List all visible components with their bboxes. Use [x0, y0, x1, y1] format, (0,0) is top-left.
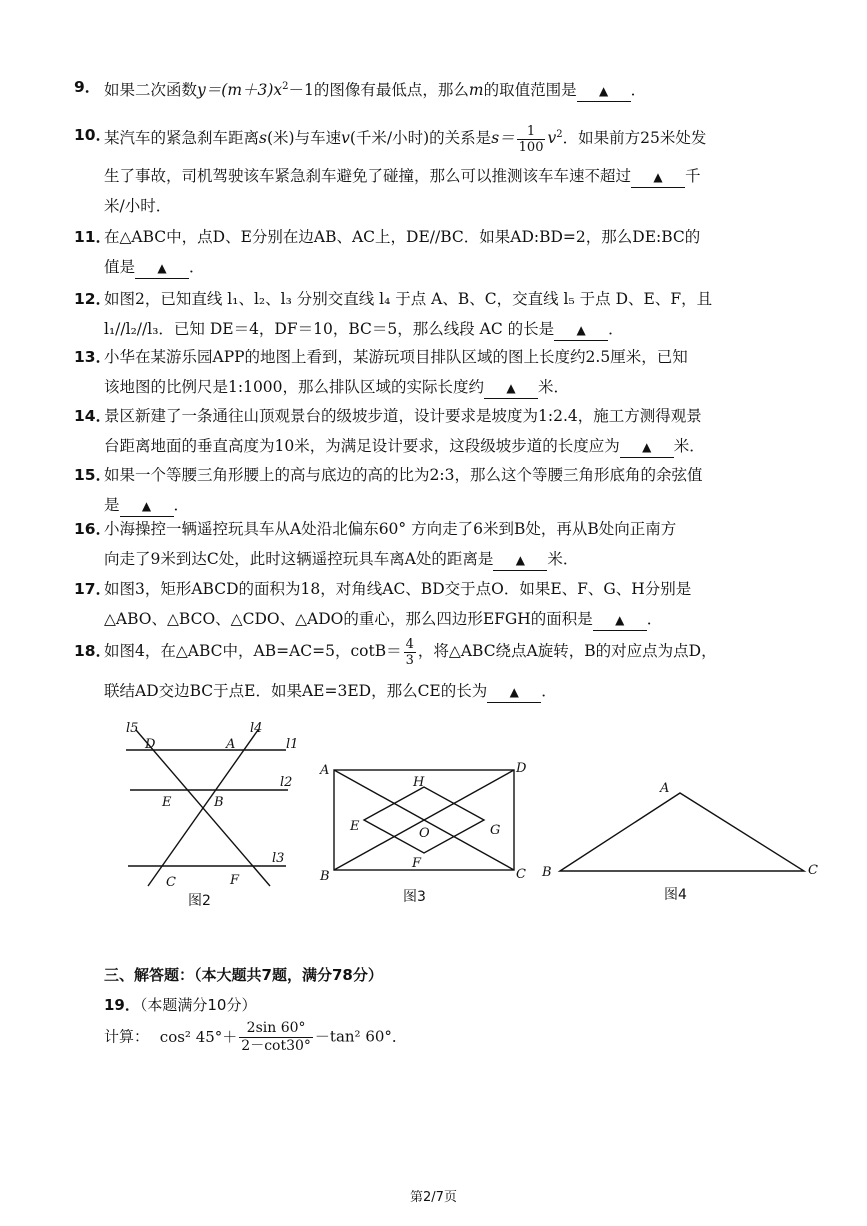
- figure-4-caption: 图4: [664, 887, 687, 903]
- label-A: A: [226, 737, 236, 752]
- label-l5: l5: [126, 721, 139, 736]
- answer-blank[interactable]: ▲: [135, 257, 189, 279]
- section-title: 三、解答题：（本大题共7题，满分78分）: [104, 966, 383, 984]
- label-l3: l3: [272, 851, 285, 866]
- question-number: 10．: [74, 126, 112, 144]
- label-l4: l4: [250, 721, 263, 736]
- label-B: B: [214, 795, 224, 810]
- label-l2: l2: [280, 775, 293, 790]
- answer-blank[interactable]: ▲: [484, 377, 538, 399]
- question-12: 12． 如图2，已知直线 l₁、l₂、l₃ 分别交直线 l₄ 于点 A、B、C，交直线 l₅ 于点 D、E、F，且 l₁//l₂//l₃．已知 DE＝4，DF＝10，BC＝5，那么线段 AC 的长是 ▲ ．: [104, 284, 794, 344]
- answer-blank[interactable]: ▲: [487, 681, 541, 703]
- answer-blank[interactable]: ▲: [620, 436, 674, 458]
- label-C: C: [166, 875, 176, 890]
- page-number: 第2/7页: [410, 1190, 457, 1205]
- question-text: －1的图像有最低点，那么: [288, 81, 469, 100]
- exponent: 2: [282, 81, 289, 92]
- label-E: E: [162, 795, 172, 810]
- question-9: 9． 如果二次函数$y=(m+3)x^2-1$的图像有最低点，那么m的取值范围是 ▲ ．: [104, 72, 794, 105]
- label-E: E: [350, 819, 360, 834]
- variable: m: [468, 81, 484, 100]
- label-B: B: [320, 869, 330, 884]
- label-D: D: [516, 761, 527, 776]
- label-H: H: [413, 775, 425, 790]
- question-text: 如果二次函数: [104, 81, 198, 100]
- figure-2-caption: 图2: [188, 893, 211, 909]
- figure-3: [316, 758, 536, 884]
- question-16: 16． 小海操控一辆遥控玩具车从A处沿北偏东60° 方向走了6米到B处，再从B处向正南方 向走了9米到达C处，此时这辆遥控玩具车离A处的距离是 ▲ 米．: [104, 514, 794, 574]
- question-10: 10． 某汽车的紧急刹车距离s(米)与车速v(千米/小时)的关系是s＝ $\frac{1}{100}$ $v^2$．如果前方25米处发 生了事故，司机驾驶该车紧急刹车避免了碰撞，那么可以推测该车车速不超过 ▲ 千 米/小时．: [104, 120, 794, 221]
- question-14: 14． 景区新建了一条通往山顶观景台的级坡步道，设计要求是坡度为1:2.4，施工方测得观景 台距离地面的垂直高度为10米，为满足设计要求，这段级坡步道的长度应为 ▲ 米．: [104, 401, 794, 461]
- question-11: 11． 在△ABC中，点D、E分别在边AB、AC上，DE//BC．如果AD:BD=2，那么DE:BC的 值是 ▲ ．: [104, 222, 794, 282]
- question-number: 9．: [74, 78, 101, 96]
- label-D: D: [145, 737, 156, 752]
- answer-blank[interactable]: ▲: [593, 609, 647, 631]
- label-F: F: [230, 873, 240, 888]
- label-C: C: [516, 867, 526, 882]
- figure-2: [118, 718, 308, 893]
- question-17: 17． 如图3，矩形ABCD的面积为18，对角线AC、BD交于点O．如果E、F、G、H分别是 △ABO、△BCO、△CDO、△ADO的重心，那么四边形EFGH的面积是 ▲ ．: [104, 574, 794, 634]
- fraction: $\frac{1}{100}$: [518, 123, 544, 155]
- question-18: 18． 如图4，在△ABC中，AB=AC=5，cotB＝ $\frac{4}{3}$ ，将△ABC绕点A旋转，B的对应点为点D， 联结AD交边BC于点E．如果AE=3ED，那么CE的长为 ▲ ．: [104, 636, 794, 706]
- figure-3-caption: 图3: [403, 889, 426, 905]
- question-13: 13． 小华在某游乐园APP的地图上看到，某游玩项目排队区域的图上长度约2.5厘米，已知 该地图的比例尺是1:1000，那么排队区域的实际长度约 ▲ 米．: [104, 342, 794, 402]
- question-19-formula: 计算： cos² 45°＋ $\frac{2\sin 60^\circ}{2-\cot 30^\circ}$ －tan² 60°．: [104, 1020, 407, 1054]
- formula: y＝(m＋3)x: [197, 81, 283, 100]
- answer-blank[interactable]: ▲: [493, 549, 547, 571]
- label-B: B: [542, 865, 552, 880]
- label-A: A: [320, 763, 330, 778]
- label-l1: l1: [286, 737, 299, 752]
- answer-blank[interactable]: ▲: [554, 319, 608, 341]
- question-15: 15． 如果一个等腰三角形腰上的高与底边的高的比为2:3，那么这个等腰三角形底角的余弦值 是 ▲ ．: [104, 460, 794, 520]
- label-O: O: [419, 826, 430, 841]
- question-19-header: 19．（本题满分10分）: [104, 996, 257, 1014]
- question-text: 的取值范围是: [483, 81, 577, 100]
- label-A: A: [660, 781, 670, 796]
- fraction: $\frac{2\sin 60^\circ}{2-\cot 30^\circ}$: [241, 1020, 311, 1054]
- answer-blank[interactable]: ▲: [631, 166, 685, 188]
- answer-blank[interactable]: ▲: [120, 495, 174, 517]
- answer-blank[interactable]: ▲: [577, 80, 631, 102]
- label-G: G: [490, 823, 501, 838]
- label-C: C: [808, 863, 818, 878]
- fraction: $\frac{4}{3}$: [405, 636, 414, 668]
- figure-4: [538, 776, 828, 882]
- label-F: F: [412, 856, 422, 871]
